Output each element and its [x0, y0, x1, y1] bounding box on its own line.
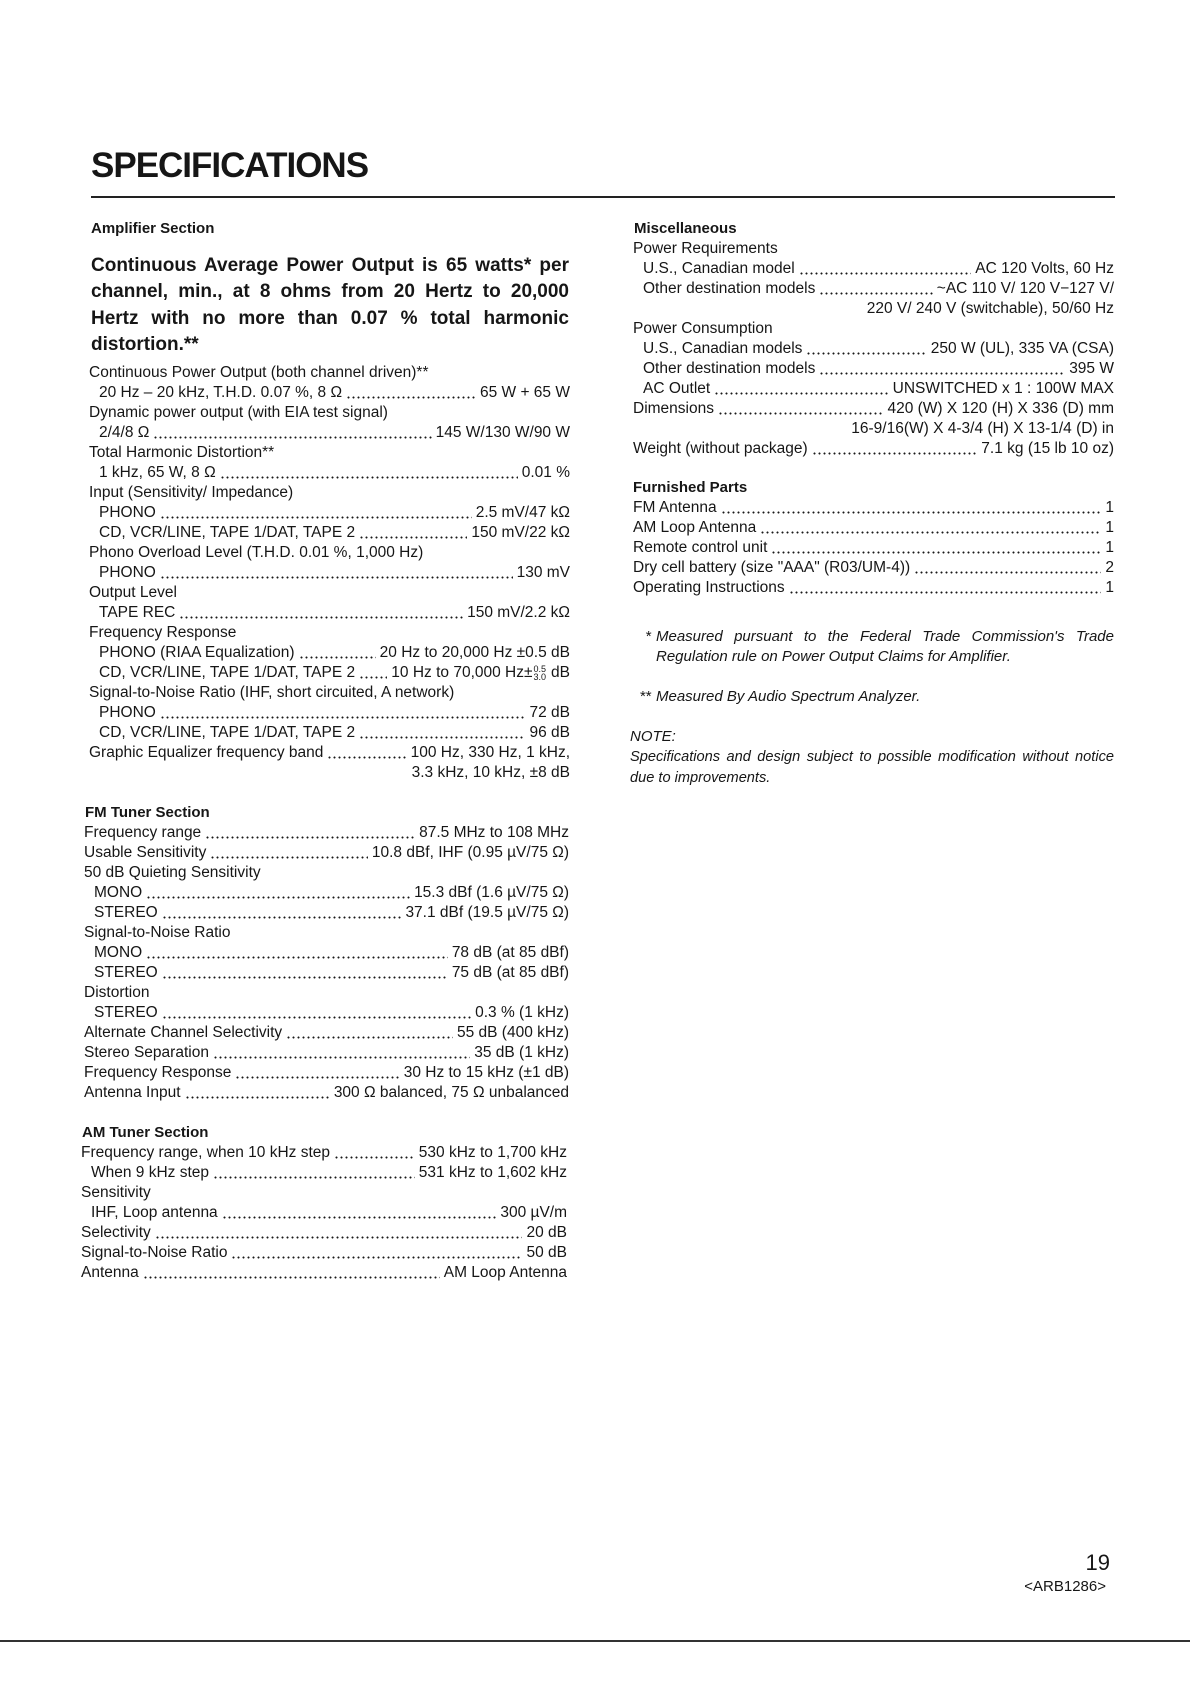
spec-label: Power Requirements	[633, 240, 778, 257]
footer-rule	[0, 1640, 1190, 1642]
spec-label: Frequency Response	[89, 624, 237, 641]
spec-row	[89, 523, 570, 543]
spec-row	[84, 923, 569, 943]
dot-leader	[789, 591, 1102, 594]
spec-row	[84, 943, 569, 963]
dot-leader	[185, 1096, 330, 1099]
spec-label: Alternate Channel Selectivity	[84, 1024, 283, 1041]
spec-row	[89, 703, 570, 723]
note-text	[630, 747, 1114, 788]
dot-leader	[160, 716, 526, 719]
spec-row	[633, 578, 1114, 598]
spec-label: STEREO	[94, 904, 158, 921]
spec-label: U.S., Canadian model	[643, 260, 795, 277]
spec-row	[89, 643, 570, 663]
spec-value: 65 W + 65 W	[479, 384, 570, 401]
dot-leader	[220, 476, 518, 479]
note-heading: NOTE:	[630, 728, 676, 745]
dot-leader	[760, 531, 1101, 534]
footnote-text	[656, 687, 1114, 707]
spec-label: Graphic Equalizer frequency band	[89, 744, 324, 761]
spec-row	[89, 483, 570, 503]
spec-value: 300 Ω balanced, 75 Ω unbalanced	[333, 1084, 569, 1101]
spec-row	[89, 423, 570, 443]
miscellaneous-spec-list	[633, 239, 1114, 459]
dot-leader	[155, 1236, 523, 1239]
tolerance-unit: dB	[551, 664, 570, 681]
spec-label: Continuous Power Output (both channel driven)**	[89, 364, 429, 381]
dot-leader	[213, 1056, 470, 1059]
spec-value: 1	[1105, 539, 1114, 556]
dot-leader	[146, 896, 410, 899]
spec-label: Dimensions	[633, 400, 714, 417]
spec-value-continued: 220 V/ 240 V (switchable), 50/60 Hz	[866, 300, 1114, 317]
spec-label: TAPE REC	[99, 604, 176, 621]
dot-leader	[346, 396, 476, 399]
dot-leader	[146, 956, 448, 959]
spec-label: Stereo Separation	[84, 1044, 209, 1061]
spec-value: 150 mV/2.2 kΩ	[467, 604, 570, 621]
spec-row	[84, 983, 569, 1003]
spec-label: FM Antenna	[633, 499, 717, 516]
spec-row	[84, 863, 569, 883]
spec-value: 1	[1105, 579, 1114, 596]
footnote-analyzer	[630, 687, 1114, 707]
spec-row	[81, 1243, 567, 1263]
document-code: <ARB1286>	[1024, 1578, 1106, 1595]
spec-value: 10.8 dBf, IHF (0.95 µV/75 Ω)	[371, 844, 569, 861]
spec-value: 15.3 dBf (1.6 µV/75 Ω)	[414, 884, 569, 901]
spec-row	[81, 1223, 567, 1243]
spec-row	[89, 563, 570, 583]
spec-label: CD, VCR/LINE, TAPE 1/DAT, TAPE 2	[99, 664, 356, 681]
spec-row	[84, 1043, 569, 1063]
dot-leader	[359, 676, 387, 679]
spec-row	[633, 538, 1114, 558]
dot-leader	[359, 736, 525, 739]
rating-line: Continuous Average Power Output is 65 watts* per	[91, 255, 569, 276]
spec-row	[84, 883, 569, 903]
page-title: SPECIFICATIONS	[91, 146, 369, 185]
spec-row	[633, 259, 1114, 279]
spec-row	[89, 463, 570, 483]
spec-value: 420 (W) X 120 (H) X 336 (D) mm	[887, 400, 1114, 417]
spec-row	[89, 603, 570, 623]
spec-label: Dynamic power output (with EIA test signal)	[89, 404, 388, 421]
tolerance-lower: 3.0	[533, 672, 547, 682]
spec-value: 0.01 %	[521, 464, 570, 481]
spec-row	[81, 1203, 567, 1223]
spec-row	[81, 1143, 567, 1163]
spec-label: Dry cell battery (size "AAA" (R03/UM-4))	[633, 559, 911, 576]
spec-row-continued	[633, 419, 1114, 439]
spec-row	[633, 379, 1114, 399]
spec-label: Output Level	[89, 584, 177, 601]
spec-label: AM Loop Antenna	[633, 519, 757, 536]
spec-row	[81, 1183, 567, 1203]
spec-label: Other destination models	[643, 360, 816, 377]
spec-row	[84, 1063, 569, 1083]
dot-leader	[286, 1036, 453, 1039]
dot-leader	[162, 916, 402, 919]
dot-leader	[819, 292, 932, 295]
spec-label: Input (Sensitivity/ Impedance)	[89, 484, 294, 501]
spec-value: 78 dB (at 85 dBf)	[451, 944, 569, 961]
rating-line: channel, min., at 8 ohms from 20 Hertz to 20,000	[91, 281, 569, 303]
dot-leader	[162, 1016, 471, 1019]
spec-row	[84, 843, 569, 863]
am-tuner-spec-list	[81, 1143, 567, 1283]
spec-value: 72 dB	[529, 704, 570, 721]
spec-label: Antenna	[81, 1264, 139, 1281]
rating-line: Hertz with no more than 0.07 % total harmonic	[91, 307, 569, 329]
dot-leader	[771, 551, 1101, 554]
spec-row	[89, 543, 570, 563]
amplifier-spec-list	[89, 363, 570, 783]
spec-value: 55 dB (400 kHz)	[457, 1024, 569, 1041]
note-line: due to improvements.	[630, 769, 771, 786]
note-line: Specifications and design subject to possible modification without notice	[630, 749, 1114, 765]
dot-leader	[222, 1216, 497, 1219]
spec-row	[89, 503, 570, 523]
spec-label: Operating Instructions	[633, 579, 785, 596]
spec-row	[89, 443, 570, 463]
spec-label: CD, VCR/LINE, TAPE 1/DAT, TAPE 2	[99, 724, 356, 741]
spec-label: U.S., Canadian models	[643, 340, 803, 357]
dot-leader	[799, 272, 972, 275]
spec-value: 250 W (UL), 335 VA (CSA)	[930, 340, 1114, 357]
spec-value: 1	[1105, 519, 1114, 536]
dot-leader	[160, 516, 472, 519]
spec-value: 100 Hz, 330 Hz, 1 kHz,	[410, 744, 570, 761]
dot-leader	[162, 976, 448, 979]
spec-value: 10 Hz to 70,000 Hz	[391, 664, 524, 681]
dot-leader	[213, 1176, 415, 1179]
spec-label: MONO	[94, 884, 143, 901]
fm-tuner-section-heading: FM Tuner Section	[85, 804, 210, 821]
footnote-mark: *	[645, 628, 651, 645]
spec-value: 150 mV/22 kΩ	[471, 524, 570, 541]
spec-row	[84, 963, 569, 983]
spec-value: 37.1 dBf (19.5 µV/75 Ω)	[405, 904, 569, 921]
spec-row	[89, 743, 570, 763]
spec-value: 130 mV	[516, 564, 570, 581]
footnote-line: Measured pursuant to the Federal Trade Commission's Trade	[656, 628, 1114, 645]
spec-row	[84, 1023, 569, 1043]
spec-row	[81, 1163, 567, 1183]
dot-leader	[812, 452, 978, 455]
spec-value: 50 dB	[526, 1244, 567, 1261]
dot-leader	[806, 352, 926, 355]
spec-label: Remote control unit	[633, 539, 768, 556]
spec-row	[89, 363, 570, 383]
spec-value-continued: 16-9/16(W) X 4-3/4 (H) X 13-1/4 (D) in	[851, 420, 1114, 437]
dot-leader	[327, 756, 406, 759]
spec-label: 2/4/8 Ω	[99, 424, 150, 441]
spec-value: 35 dB (1 kHz)	[474, 1044, 569, 1061]
spec-row	[633, 399, 1114, 419]
spec-value: ~AC 110 V/ 120 V−127 V/	[936, 280, 1114, 297]
footnote-line: Regulation rule on Power Output Claims for Amplifier.	[656, 648, 1011, 665]
tolerance-sign: ±	[524, 664, 533, 681]
spec-value: 30 Hz to 15 kHz (±1 dB)	[403, 1064, 569, 1081]
footnote-mark: **	[639, 688, 651, 705]
spec-value: 1	[1105, 499, 1114, 516]
spec-row	[633, 319, 1114, 339]
spec-label: 1 kHz, 65 W, 8 Ω	[99, 464, 216, 481]
spec-value: 531 kHz to 1,602 kHz	[418, 1164, 567, 1181]
spec-label: STEREO	[94, 964, 158, 981]
dot-leader	[299, 656, 376, 659]
spec-label: Weight (without package)	[633, 440, 808, 457]
spec-label: AC Outlet	[643, 380, 711, 397]
spec-value: 395 W	[1069, 360, 1114, 377]
page-number: 19	[1085, 1550, 1110, 1575]
spec-label: Frequency range, when 10 kHz step	[81, 1144, 330, 1161]
am-tuner-section-heading: AM Tuner Section	[82, 1124, 209, 1141]
spec-label: MONO	[94, 944, 143, 961]
spec-value: 96 dB	[529, 724, 570, 741]
spec-value-continued: 3.3 kHz, 10 kHz, ±8 dB	[411, 764, 570, 781]
spec-row	[89, 403, 570, 423]
spec-value: 75 dB (at 85 dBf)	[451, 964, 569, 981]
spec-row	[633, 518, 1114, 538]
spec-label: Other destination models	[643, 280, 816, 297]
spec-label: Distortion	[84, 984, 150, 1001]
spec-row	[633, 439, 1114, 459]
spec-value: 145 W/130 W/90 W	[435, 424, 570, 441]
rating-line: distortion.**	[91, 333, 199, 355]
spec-row	[84, 903, 569, 923]
spec-value: 20 dB	[526, 1224, 567, 1241]
amplifier-section-heading: Amplifier Section	[91, 220, 215, 237]
spec-row	[89, 383, 570, 403]
spec-row	[633, 359, 1114, 379]
spec-row	[89, 683, 570, 703]
spec-label: 20 Hz – 20 kHz, T.H.D. 0.07 %, 8 Ω	[99, 384, 343, 401]
spec-row	[81, 1263, 567, 1283]
spec-row-continued	[89, 763, 570, 783]
spec-label: Selectivity	[81, 1224, 151, 1241]
spec-label: Total Harmonic Distortion**	[89, 444, 275, 461]
spec-row	[89, 723, 570, 743]
footnote-line: Measured By Audio Spectrum Analyzer.	[656, 688, 921, 705]
dot-leader	[179, 616, 463, 619]
tolerance-range	[534, 665, 547, 682]
power-output-rating	[91, 253, 569, 358]
spec-row	[633, 339, 1114, 359]
title-rule	[91, 196, 1115, 198]
spec-value: AM Loop Antenna	[443, 1264, 567, 1281]
spec-label: 50 dB Quieting Sensitivity	[84, 864, 261, 881]
spec-label: PHONO	[99, 704, 156, 721]
spec-value: 20 Hz to 20,000 Hz ±0.5 dB	[379, 644, 570, 661]
spec-row	[84, 1083, 569, 1103]
footnote-ftc	[630, 627, 1114, 667]
spec-row	[89, 583, 570, 603]
spec-label: IHF, Loop antenna	[91, 1204, 218, 1221]
spec-value: UNSWITCHED x 1 : 100W MAX	[892, 380, 1114, 397]
spec-value: 2.5 mV/47 kΩ	[475, 504, 570, 521]
dot-leader	[205, 836, 415, 839]
spec-value: AC 120 Volts, 60 Hz	[975, 260, 1114, 277]
spec-row-continued	[633, 299, 1114, 319]
spec-row	[633, 558, 1114, 578]
spec-value: 2	[1105, 559, 1114, 576]
dot-leader	[235, 1076, 399, 1079]
dot-leader	[721, 511, 1102, 514]
spec-label: Frequency Response	[84, 1064, 232, 1081]
furnished-parts-list	[633, 498, 1114, 598]
spec-row	[89, 663, 570, 683]
spec-label: Signal-to-Noise Ratio (IHF, short circuited, A network)	[89, 684, 455, 701]
spec-value: 300 µV/m	[500, 1204, 567, 1221]
spec-value: 0.3 % (1 kHz)	[475, 1004, 569, 1021]
spec-label: PHONO (RIAA Equalization)	[99, 644, 295, 661]
spec-label: Phono Overload Level (T.H.D. 0.01 %, 1,000 Hz)	[89, 544, 424, 561]
spec-row	[84, 1003, 569, 1023]
dot-leader	[210, 856, 368, 859]
spec-label: When 9 kHz step	[91, 1164, 210, 1181]
spec-label: PHONO	[99, 564, 156, 581]
spec-row	[633, 279, 1114, 299]
dot-leader	[714, 392, 888, 395]
dot-leader	[160, 576, 513, 579]
fm-tuner-spec-list	[84, 823, 569, 1103]
dot-leader	[359, 536, 467, 539]
spec-label: Signal-to-Noise Ratio	[84, 924, 231, 941]
spec-row	[84, 823, 569, 843]
dot-leader	[718, 412, 883, 415]
dot-leader	[334, 1156, 415, 1159]
spec-value: 87.5 MHz to 108 MHz	[419, 824, 569, 841]
spec-label: PHONO	[99, 504, 156, 521]
spec-label: CD, VCR/LINE, TAPE 1/DAT, TAPE 2	[99, 524, 356, 541]
spec-row	[633, 239, 1114, 259]
spec-label: Antenna Input	[84, 1084, 181, 1101]
spec-label: Power Consumption	[633, 320, 773, 337]
dot-leader	[143, 1276, 440, 1279]
spec-label: STEREO	[94, 1004, 158, 1021]
dot-leader	[914, 571, 1101, 574]
footnote-text	[656, 627, 1114, 667]
tolerance-upper: 0.5	[533, 663, 547, 674]
spec-label: Frequency range	[84, 824, 202, 841]
spec-row	[89, 623, 570, 643]
spec-label: Signal-to-Noise Ratio	[81, 1244, 228, 1261]
spec-value: 7.1 kg (15 lb 10 oz)	[981, 440, 1114, 457]
dot-leader	[819, 372, 1065, 375]
furnished-parts-heading: Furnished Parts	[633, 479, 748, 496]
spec-row	[633, 498, 1114, 518]
spec-label: Sensitivity	[81, 1184, 151, 1201]
spec-value: 530 kHz to 1,700 kHz	[418, 1144, 567, 1161]
dot-leader	[153, 436, 431, 439]
spec-label: Usable Sensitivity	[84, 844, 207, 861]
dot-leader	[231, 1256, 522, 1259]
miscellaneous-section-heading: Miscellaneous	[634, 220, 737, 237]
